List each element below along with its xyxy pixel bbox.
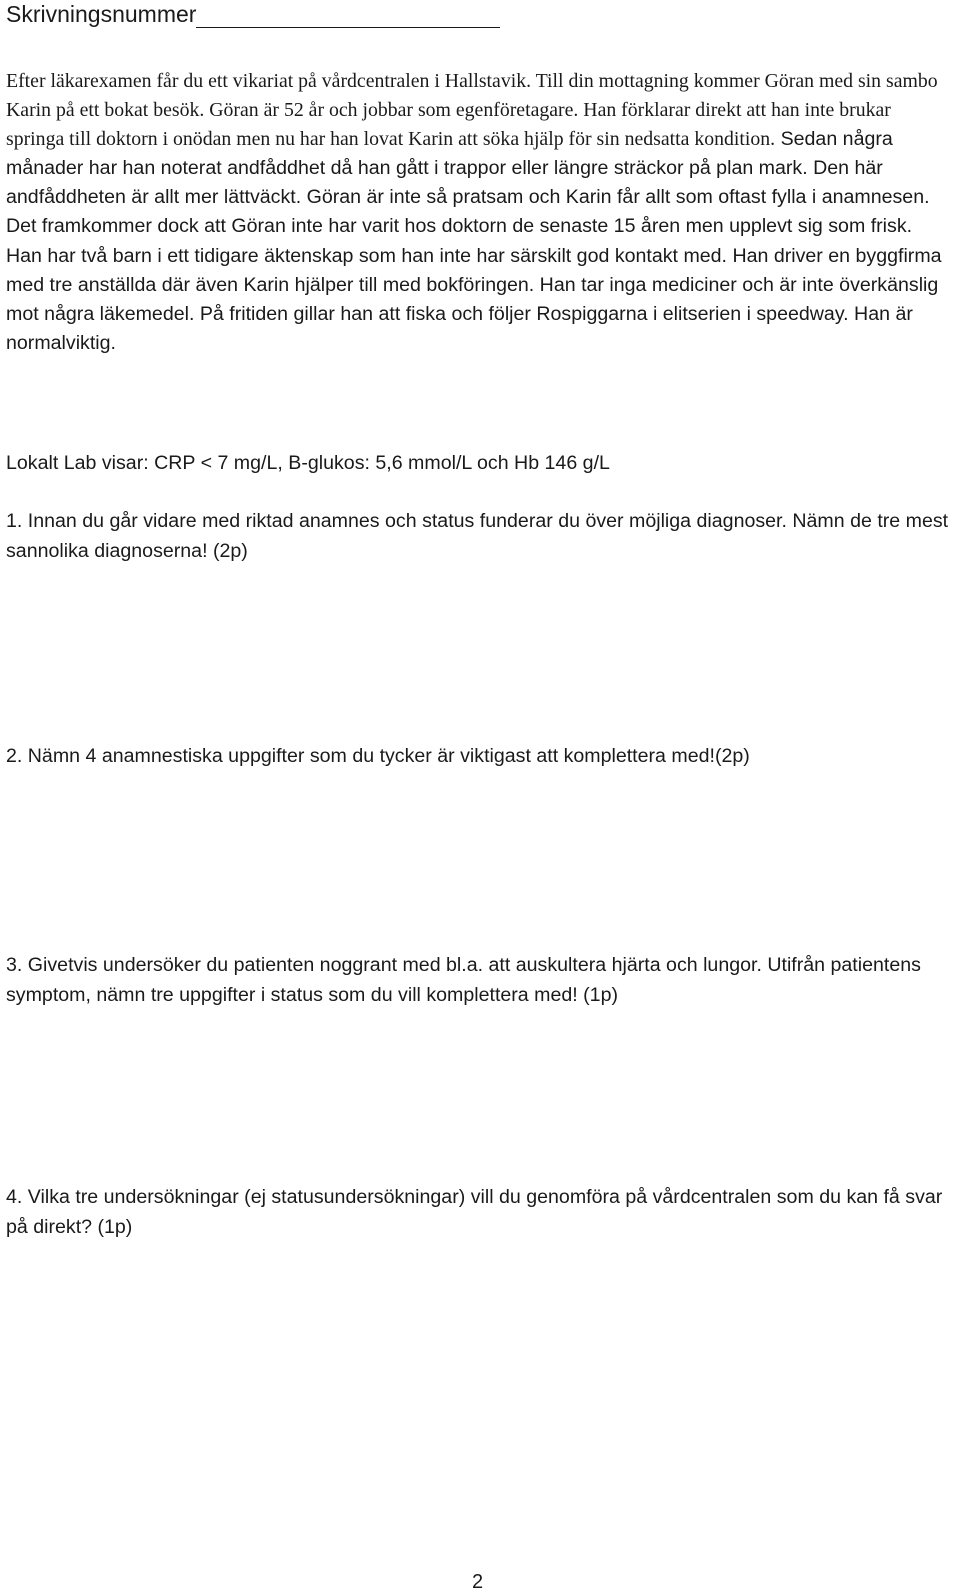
question-1: 1. Innan du går vidare med riktad anamnes och status funderar du över möjliga diagnoser. Nämn de tre mest sannolika diagnoserna! (2p): [6, 510, 949, 562]
case-text-intro: Efter läkarexamen får du ett vikariat på vårdcentralen i Hallstavik. Till din mottagning kommer Göran med sin sambo Karin på ett bokat besök. Göran är 52 år och jobbar som egenföretagare. Han förklarar direkt att han inte brukar springa till doktorn i onödan men nu har han lovat Karin att söka hjälp för sin nedsatta kondition.: [6, 70, 938, 151]
lab-results: Lokalt Lab visar: CRP < 7 mg/L, B-glukos: 5,6 mmol/L och Hb 146 g/L: [6, 452, 610, 474]
page-number: 2: [472, 1571, 484, 1593]
exam-number-blank-line[interactable]: [196, 5, 500, 28]
exam-number-label: Skrivningsnummer: [6, 1, 197, 27]
question-3: 3. Givetvis undersöker du patienten noggrant med bl.a. att auskultera hjärta och lungor. Utifrån patientens symptom, nämn tre uppgifter i status som du vill komplettera med! (1p): [6, 954, 921, 1006]
case-text-history: Sedan några månader har han noterat andfåddhet då han gått i trappor eller längre sträckor på plan mark. Den här andfåddheten är allt mer lättväckt. Göran är inte så pratsam och Karin får allt som oftast fylla i anamnesen. Det framkommer dock att Göran inte har varit hos doktorn de senaste 15 åren men upplevt sig som frisk. Han har två barn i ett tidigare äktenskap som han inte har särskilt god kontakt med. Han driver en byggfirma med tre anställda där även Karin hjälper till med bokföringen. Han tar inga mediciner och är inte överkänslig mot några läkemedel. På fritiden gillar han att fiska och följer Rospiggarna i elitserien i speedway. Han är normalviktig.: [6, 128, 942, 354]
question-4: 4. Vilka tre undersökningar (ej statusundersökningar) vill du genomföra på vårdcentralen som du kan få svar på direkt? (1p): [6, 1186, 943, 1238]
case-description: [6, 67, 950, 358]
exam-number-header: [6, 0, 500, 28]
question-2: 2. Nämn 4 anamnestiska uppgifter som du tycker är viktigast att komplettera med!(2p): [6, 745, 750, 767]
